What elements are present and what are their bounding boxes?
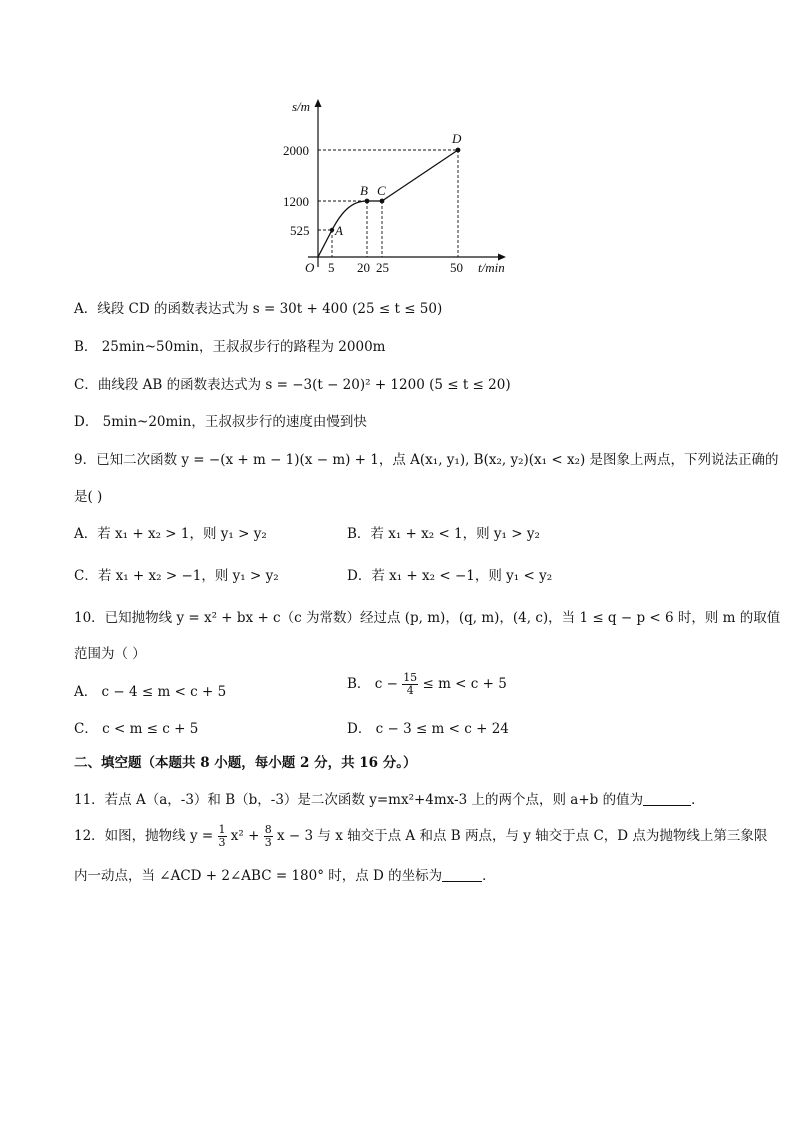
q8-option-d: D． 5min~20min，王叔叔步行的速度由慢到快 — [74, 414, 367, 430]
y-axis-arrow — [315, 99, 322, 107]
q9-option-a: A．若 x₁ + x₂ > 1，则 y₁ > y₂ — [74, 526, 267, 542]
q12-line2-text: 内一动点，当 ∠ACD + 2∠ABC = 180° 时，点 D 的坐标为 — [74, 868, 443, 884]
point-C — [380, 199, 385, 204]
label-A: A — [335, 223, 343, 238]
q9-option-c: C．若 x₁ + x₂ > −1，则 y₁ > y₂ — [74, 568, 279, 584]
distance-time-graph — [280, 95, 520, 280]
x-tick-50: 50 — [450, 260, 463, 275]
q12-pre: 12．如图，抛物线 y = — [74, 828, 214, 844]
x-tick-25: 25 — [376, 260, 389, 275]
fraction-1-3 — [218, 824, 227, 849]
q12-line1 — [74, 824, 767, 849]
q12-post: x − 3 与 x 轴交于点 A 和点 B 两点，与 y 轴交于点 C，D 点为抛物线上第三象限 — [277, 828, 768, 844]
q8-option-b: B． 25min~50min，王叔叔步行的路程为 2000m — [74, 339, 386, 355]
x-tick-5: 5 — [328, 260, 335, 275]
q12-end: ． — [482, 868, 496, 884]
q10-stem-line1: 10．已知抛物线 y = x² + bx + c（c 为常数）经过点 (p, m)，(q, m)，(4, c)，当 1 ≤ q − p < 6 时，则 m 的取值 — [74, 610, 781, 626]
q10-option-b-post: ≤ m < c + 5 — [422, 676, 507, 692]
origin-label: O — [305, 260, 315, 275]
q10-option-b-pre: B． c − — [347, 676, 398, 692]
section-2-heading: 二、填空题（本题共 8 小题，每小题 2 分，共 16 分。） — [74, 755, 417, 771]
q10-option-c: C． c < m ≤ c + 5 — [74, 721, 199, 737]
segment-CD — [382, 150, 458, 201]
q10-stem-line2: 范围为（ ） — [74, 646, 146, 662]
fraction-denominator: 3 — [218, 836, 226, 849]
x-tick-20: 20 — [357, 260, 370, 275]
x-axis-label: t/min — [478, 260, 505, 275]
y-tick-2000: 2000 — [283, 143, 309, 158]
q8-option-a: A．线段 CD 的函数表达式为 s = 30t + 400 (25 ≤ t ≤ 50) — [74, 301, 443, 317]
q10-option-d: D． c − 3 ≤ m < c + 24 — [347, 721, 509, 737]
point-B — [365, 199, 370, 204]
q11-text — [74, 788, 705, 808]
q11-end: ． — [691, 792, 705, 808]
q9-stem-line2: 是( ) — [74, 489, 103, 505]
q12-line2 — [74, 864, 496, 884]
fraction-8-3 — [264, 824, 273, 849]
q9-option-b: B．若 x₁ + x₂ < 1，则 y₁ > y₂ — [347, 526, 540, 542]
q9-option-d: D．若 x₁ + x₂ < −1，则 y₁ < y₂ — [347, 568, 553, 584]
y-tick-1200: 1200 — [283, 194, 309, 209]
y-axis-label: s/m — [292, 99, 311, 114]
q11-answer-blank[interactable] — [643, 792, 691, 807]
q12-mid: x² + — [230, 828, 260, 844]
point-A — [330, 228, 334, 232]
point-D — [456, 148, 461, 153]
fraction-denominator: 4 — [406, 684, 414, 697]
label-C: C — [377, 183, 386, 198]
q10-option-b — [347, 672, 507, 697]
y-tick-525: 525 — [290, 223, 310, 238]
fraction-numerator: 15 — [403, 671, 418, 684]
q12-answer-blank[interactable] — [442, 868, 482, 883]
q10-option-a: A． c − 4 ≤ m < c + 5 — [74, 684, 227, 700]
q9-stem-line1: 9．已知二次函数 y = −(x + m − 1)(x − m) + 1，点 A(x₁, y₁), B(x₂, y₂)(x₁ < x₂) 是图象上两点，下列说法正确的 — [74, 452, 779, 468]
fraction-15-4 — [402, 672, 418, 697]
label-B: B — [360, 183, 368, 198]
fraction-numerator: 1 — [218, 823, 226, 836]
label-D: D — [452, 131, 462, 146]
fraction-denominator: 3 — [264, 836, 272, 849]
q11-stem: 11．若点 A（a，-3）和 B（b，-3）是二次函数 y=mx²+4mx-3 上的两个点，则 a+b 的值为 — [74, 792, 644, 808]
fraction-numerator: 8 — [264, 823, 272, 836]
q8-option-c: C．曲线段 AB 的函数表达式为 s = −3(t − 20)² + 1200 (5 ≤ t ≤ 20) — [74, 377, 511, 393]
